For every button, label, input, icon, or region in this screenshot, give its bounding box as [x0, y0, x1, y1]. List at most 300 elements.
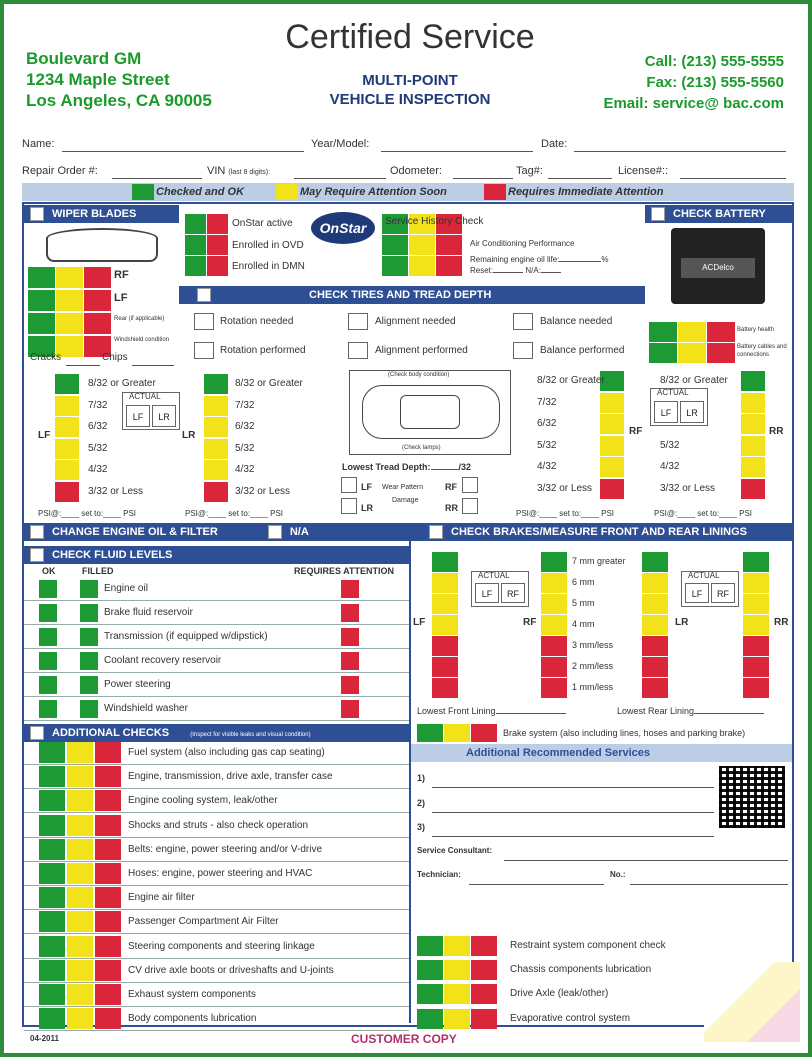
wiper-header — [24, 205, 179, 223]
tire-actual-lf-1[interactable]: LF — [654, 401, 678, 423]
fluid-ok-4 — [39, 676, 57, 694]
psi-lr-label: PSI@: — [185, 509, 209, 518]
fluid-filled-1 — [80, 604, 98, 622]
rec-y-2 — [444, 984, 470, 1004]
tires-title: CHECK TIRES AND TREAD DEPTH — [309, 289, 492, 301]
brake-lr-label: LR — [675, 617, 689, 628]
rec-field-1[interactable] — [432, 776, 714, 788]
brake-mm-5: 2 mm/less — [572, 661, 614, 671]
fluids-requires: REQUIRES ATTENTION — [294, 566, 395, 576]
tire-lr-cell-2 — [204, 417, 228, 437]
rotation-needed-checkbox[interactable] — [194, 313, 214, 330]
fluid-item-1: Brake fluid reservoir — [104, 607, 193, 618]
psi-lf: PSI@:____ set to:____ PSI — [38, 509, 137, 518]
rec-field-3[interactable] — [432, 825, 714, 837]
fluid-item-3: Coolant recovery reservoir — [104, 655, 222, 666]
front-rf-box[interactable]: RF — [501, 583, 525, 603]
tire-lr-depth-0: 8/32 or Greater — [235, 378, 303, 389]
tire-actual-box-1 — [650, 388, 708, 426]
no-label: No.: — [610, 870, 626, 879]
brake-mm-3: 4 mm — [572, 619, 595, 629]
tire-rf-depth-0: 8/32 or Greater — [537, 375, 605, 386]
fluids-ok: OK — [42, 566, 56, 576]
rec-r-2 — [471, 984, 497, 1004]
wiper-y-1 — [56, 290, 83, 311]
tire-rr-cell-5 — [741, 479, 765, 499]
oil-life-label — [470, 255, 609, 264]
rec-g-1 — [417, 960, 443, 980]
wear-rf-checkbox[interactable] — [462, 477, 478, 493]
onstar-ovd: Enrolled in OVD — [232, 240, 304, 251]
tag-label: Tag#: — [516, 165, 543, 177]
additional-item-5: Hoses: engine, power steering and HVAC — [128, 868, 313, 879]
qr-code-icon — [719, 766, 785, 828]
alignment-performed-checkbox[interactable] — [348, 342, 368, 359]
additional-item-10: Exhaust system components — [128, 989, 256, 1000]
tire-rr-cell-1 — [741, 393, 765, 413]
year-model-label: Year/Model: — [311, 138, 370, 150]
add-g-10 — [39, 984, 65, 1005]
add-r-6 — [95, 887, 121, 908]
onstar-g2 — [185, 235, 206, 255]
wiper-lf: LF — [114, 292, 128, 304]
brake-col-2-cell-0 — [642, 552, 668, 572]
front-lf-box[interactable]: LF — [475, 583, 499, 603]
additional-note: (Inspect for visible leaks and visual condition) — [190, 732, 311, 738]
oil-checkbox[interactable] — [30, 525, 44, 539]
add-g-1 — [39, 766, 65, 787]
tire-actual-box-0 — [122, 392, 180, 430]
add-y-6 — [67, 887, 93, 908]
psi-rr: PSI@:____ set to:____ PSI — [654, 509, 753, 518]
psi-rf-setto: set to: — [559, 509, 582, 518]
tire-lf-cell-5 — [55, 482, 79, 502]
center-divider — [409, 523, 411, 1023]
fluid-ok-5 — [39, 700, 57, 718]
wiper-title: WIPER BLADES — [52, 208, 137, 220]
bat-y1 — [678, 322, 706, 342]
brakes-header — [411, 523, 792, 541]
bat-g1 — [649, 322, 677, 342]
oil-header — [24, 523, 409, 541]
form-code: 04-2011 — [30, 1034, 59, 1043]
battery-checkbox[interactable] — [651, 207, 665, 221]
battery-brand: ACDelco — [681, 258, 755, 278]
tire-lr-cell-4 — [204, 460, 228, 480]
consultant-field[interactable] — [504, 849, 788, 861]
brake-mm-1: 6 mm — [572, 577, 595, 587]
brake-col-1-cell-3 — [541, 615, 567, 635]
date-label: Date: — [541, 138, 568, 150]
onstar-dmn: Enrolled in DMN — [232, 261, 305, 272]
brake-col-2-cell-5 — [642, 657, 668, 677]
wiper-g-2 — [28, 313, 55, 334]
oil-life-unit: % — [601, 255, 609, 264]
cracks-label: Cracks — [30, 352, 62, 363]
rec-g-2 — [417, 984, 443, 1004]
tire-rr-depth-3: 5/32 — [660, 439, 680, 451]
brake-col-3-cell-3 — [743, 615, 769, 635]
name-field[interactable] — [62, 140, 304, 152]
dealer-street: 1234 Maple Street — [26, 70, 170, 89]
legend-yellow — [276, 184, 298, 200]
tire-lr-depth-2: 6/32 — [235, 421, 255, 432]
wiper-y-0 — [56, 267, 83, 288]
rec-g-3 — [417, 1009, 443, 1029]
brake-col-2-cell-6 — [642, 678, 668, 698]
odometer-field[interactable] — [453, 167, 513, 179]
front-lining-text: Lowest Front Lining — [417, 706, 496, 716]
vin-note: (last 8 digits): — [228, 169, 271, 176]
additional-item-3: Shocks and struts - also check operation — [128, 819, 309, 831]
additional-item-0: Fuel system (also including gas cap seating) — [128, 747, 325, 758]
wear-lf-checkbox[interactable] — [341, 477, 357, 493]
lowest-tread-field[interactable] — [431, 469, 459, 470]
brake-mm-2: 5 mm — [572, 598, 595, 608]
tire-rr-cell-2 — [741, 414, 765, 434]
consultant-label: Service Consultant: — [417, 846, 493, 855]
technician-label: Technician: — [417, 870, 461, 879]
wear-rr-checkbox[interactable] — [462, 498, 478, 514]
add-y-0 — [67, 742, 93, 763]
chips-field[interactable] — [132, 354, 174, 366]
tire-lf-cell-2 — [55, 417, 79, 437]
car-diagram — [349, 370, 511, 455]
tire-actual-label-1: ACTUAL — [657, 388, 689, 397]
brake-col-0-cell-5 — [432, 657, 458, 677]
svc-g-2 — [382, 256, 408, 276]
fluid-requires-4 — [341, 676, 359, 694]
psi-rf-unit: PSI — [601, 509, 615, 518]
body-note: (Check body condition) — [388, 372, 450, 378]
license-field[interactable] — [680, 167, 786, 179]
wiper-r-0 — [84, 267, 111, 288]
add-r-4 — [95, 839, 121, 860]
date-field[interactable] — [574, 140, 786, 152]
balance-needed-checkbox[interactable] — [513, 313, 533, 330]
tire-rf-cell-2 — [600, 414, 624, 434]
wiper-g-0 — [28, 267, 55, 288]
fax: Fax: (213) 555-5560 — [646, 74, 784, 91]
year-model-field[interactable] — [381, 140, 533, 152]
rec-r-1 — [471, 960, 497, 980]
brake-sys-y — [444, 724, 470, 742]
alignment-needed-checkbox[interactable] — [348, 313, 368, 330]
add-y-11 — [67, 1008, 93, 1029]
add-r-1 — [95, 766, 121, 787]
front-lining — [417, 706, 566, 716]
bat-g2 — [649, 343, 677, 363]
fluid-filled-4 — [80, 676, 98, 694]
add-g-3 — [39, 815, 65, 836]
brakes-title: CHECK BRAKES/MEASURE FRONT AND REAR LININGS — [451, 526, 747, 538]
brake-col-3-cell-5 — [743, 657, 769, 677]
add-g-8 — [39, 936, 65, 957]
wear-lr-checkbox[interactable] — [341, 498, 357, 514]
tire-actual-lf-0[interactable]: LF — [126, 405, 150, 427]
wiper-r-1 — [84, 290, 111, 311]
rec-field-2[interactable] — [432, 801, 714, 813]
brake-col-1-cell-2 — [541, 594, 567, 614]
svc-r-1 — [436, 235, 462, 255]
tire-rf-label: RF — [629, 426, 643, 437]
wear-pattern: Wear Pattern — [382, 484, 424, 491]
wear-rf: RF — [445, 482, 457, 492]
rear-lining-field[interactable] — [694, 713, 764, 714]
tire-lr-cell-5 — [204, 482, 228, 502]
rear-lining — [617, 706, 764, 716]
phone: Call: (213) 555-5555 — [644, 53, 784, 70]
tire-rf-depth-4: 4/32 — [537, 461, 557, 472]
balance-performed: Balance performed — [540, 345, 625, 356]
fluid-item-0: Engine oil — [104, 583, 148, 594]
tire-rr-depth-0: 8/32 or Greater — [660, 375, 728, 386]
reset-text: Reset: — [470, 266, 494, 275]
customer-copy: CUSTOMER COPY — [351, 1032, 457, 1046]
brake-col-1-cell-6 — [541, 678, 567, 698]
tire-rr-label: RR — [769, 426, 784, 437]
fluid-ok-1 — [39, 604, 57, 622]
tire-lf-depth-4: 4/32 — [88, 464, 108, 475]
additional-item-11: Body components lubrication — [128, 1013, 257, 1025]
subtitle-line2: VEHICLE INSPECTION — [329, 91, 491, 108]
tire-lr-depth-5: 3/32 or Less — [235, 485, 291, 497]
legend-immediate: Requires Immediate Attention — [508, 186, 664, 198]
na-text: N/A: — [525, 266, 541, 275]
brake-col-0-cell-1 — [432, 573, 458, 593]
rear-lf-box[interactable]: LF — [685, 583, 709, 603]
tire-lf-cell-4 — [55, 460, 79, 480]
fluid-requires-2 — [341, 628, 359, 646]
wiper-checkbox[interactable] — [30, 207, 44, 221]
fluid-item-5: Windshield washer — [104, 703, 188, 714]
brake-col-0-cell-0 — [432, 552, 458, 572]
repair-order-field[interactable] — [112, 167, 202, 179]
fluids-header — [24, 546, 409, 564]
additional-item-2: Engine cooling system, leak/other — [128, 795, 278, 807]
psi-rf: PSI@:____ set to:____ PSI — [516, 509, 615, 518]
alignment-needed: Alignment needed — [375, 316, 456, 327]
rec-item-3: Evaporative control system — [510, 1012, 631, 1024]
battery-title: CHECK BATTERY — [673, 208, 766, 220]
brake-col-0-cell-3 — [432, 615, 458, 635]
tire-lr-cell-1 — [204, 396, 228, 416]
fluids-title: CHECK FLUID LEVELS — [52, 549, 173, 561]
rec-r-0 — [471, 936, 497, 956]
balance-performed-checkbox[interactable] — [513, 342, 533, 359]
front-actual-box — [471, 571, 529, 607]
fluid-requires-5 — [341, 700, 359, 718]
fluid-filled-5 — [80, 700, 98, 718]
wear-damage: Damage — [392, 497, 419, 504]
additional-item-1: Engine, transmission, drive axle, transfer case — [128, 771, 333, 783]
bat-r1 — [707, 322, 735, 342]
lowest-tread — [342, 462, 471, 472]
no-field[interactable] — [630, 873, 788, 885]
tag-field[interactable] — [548, 167, 612, 179]
onstar-r1 — [207, 214, 228, 234]
add-r-5 — [95, 863, 121, 884]
wiper-y-2 — [56, 313, 83, 334]
bat-r2 — [707, 343, 735, 363]
wiper-g-1 — [28, 290, 55, 311]
alignment-performed: Alignment performed — [375, 345, 468, 356]
repair-order-label: Repair Order #: — [22, 165, 98, 177]
add-r-9 — [95, 960, 121, 981]
psi-rr-label: PSI@: — [654, 509, 678, 518]
tire-lf-depth-0: 8/32 or Greater — [88, 378, 156, 389]
additional-item-4: Belts: engine, power steering and/or V-drive — [128, 843, 322, 855]
tire-actual-lr-0[interactable]: LR — [152, 405, 176, 427]
brake-lf-label: LF — [413, 617, 426, 628]
add-r-7 — [95, 911, 121, 932]
legend-soon: May Require Attention Soon — [300, 186, 447, 198]
brake-col-3-cell-4 — [743, 636, 769, 656]
rec-item-0: Restraint system component check — [510, 940, 666, 951]
tire-rr-depth-5: 3/32 or Less — [660, 482, 716, 494]
add-y-8 — [67, 936, 93, 957]
tires-checkbox[interactable] — [197, 288, 211, 302]
tire-rf-cell-5 — [600, 479, 624, 499]
tire-lf-label: LF — [38, 430, 51, 441]
brake-col-3-cell-1 — [743, 573, 769, 593]
tire-lf-depth-1: 7/32 — [88, 399, 108, 411]
oil-na-checkbox[interactable] — [268, 525, 282, 539]
brake-sys-g — [417, 724, 443, 742]
lowest-tread-text: Lowest Tread Depth: — [342, 462, 431, 472]
tire-lf-cell-0 — [55, 374, 79, 394]
na-field[interactable] — [541, 272, 561, 273]
cracks-field[interactable] — [66, 354, 100, 366]
fluid-requires-1 — [341, 604, 359, 622]
reset-field[interactable] — [493, 272, 523, 273]
add-r-8 — [95, 936, 121, 957]
onstar-r3 — [207, 256, 228, 276]
psi-lr: PSI@:____ set to:____ PSI — [185, 509, 284, 518]
rec-y-1 — [444, 960, 470, 980]
tire-rr-depth-4: 4/32 — [660, 461, 680, 472]
additional-item-7: Passenger Compartment Air Filter — [128, 916, 279, 928]
chips-label: Chips — [102, 352, 128, 363]
brake-col-3-cell-2 — [743, 594, 769, 614]
vin-field[interactable] — [294, 167, 386, 179]
rec-line-3: 3) — [417, 822, 426, 832]
add-r-11 — [95, 1008, 121, 1029]
oil-life-field[interactable] — [559, 261, 601, 262]
svc-y-2 — [409, 256, 435, 276]
rear-lining-text: Lowest Rear Lining — [617, 706, 695, 716]
brake-mm-6: 1 mm/less — [572, 682, 614, 692]
add-y-3 — [67, 815, 93, 836]
wiper-rear: Rear (if applicable) — [114, 316, 165, 322]
additional-header — [24, 724, 409, 742]
fluid-filled-3 — [80, 652, 98, 670]
brakes-checkbox[interactable] — [429, 525, 443, 539]
rec-g-0 — [417, 936, 443, 956]
brake-col-2-cell-4 — [642, 636, 668, 656]
rear-rf-box[interactable]: RF — [711, 583, 735, 603]
fluids-checkbox[interactable] — [30, 548, 44, 562]
brake-col-0-cell-2 — [432, 594, 458, 614]
rec-y-0 — [444, 936, 470, 956]
brake-col-1-cell-0 — [541, 552, 567, 572]
onstar-active: OnStar active — [232, 218, 293, 229]
brake-rf-label: RF — [523, 617, 537, 628]
svc-y-1 — [409, 235, 435, 255]
tire-lf-cell-3 — [55, 439, 79, 459]
front-lining-field[interactable] — [496, 713, 566, 714]
tire-rf-cell-4 — [600, 457, 624, 477]
tire-actual-lr-1[interactable]: LR — [680, 401, 704, 423]
tire-lf-depth-5: 3/32 or Less — [88, 485, 144, 497]
oil-life-text: Remaining engine oil life: — [470, 255, 560, 264]
rec-line-1: 1) — [417, 773, 426, 783]
vin-label — [207, 165, 270, 177]
lamps-note: (Check lamps) — [402, 445, 441, 451]
psi-rr-unit: PSI — [739, 509, 753, 518]
dealer-city: Los Angeles, CA 90005 — [26, 91, 212, 110]
service-history: Service History Check — [385, 216, 484, 227]
tire-lr-depth-1: 7/32 — [235, 399, 255, 411]
tire-rr-cell-0 — [741, 371, 765, 391]
additional-title: ADDITIONAL CHECKS — [52, 727, 170, 739]
brake-col-2-cell-2 — [642, 594, 668, 614]
add-y-9 — [67, 960, 93, 981]
bat-y2 — [678, 343, 706, 363]
wiper-rf: RF — [114, 269, 129, 281]
rotation-performed-checkbox[interactable] — [194, 342, 214, 359]
add-g-11 — [39, 1008, 65, 1029]
brake-col-2-cell-3 — [642, 615, 668, 635]
brake-col-3-cell-6 — [743, 678, 769, 698]
rec-item-1: Chassis components lubrication — [510, 964, 652, 976]
wear-rr: RR — [445, 503, 458, 513]
additional-item-8: Steering components and steering linkage — [128, 940, 315, 952]
legend-green — [132, 184, 154, 200]
fluid-item-2: Transmission (if equipped w/dipstick) — [104, 631, 268, 642]
odometer-label: Odometer: — [390, 165, 442, 177]
onstar-g1 — [185, 214, 206, 234]
oil-na: N/A — [289, 526, 309, 538]
brake-col-3-cell-0 — [743, 552, 769, 572]
fluids-filled: FILLED — [82, 566, 114, 576]
email: Email: service@ bac.com — [603, 95, 784, 112]
add-r-2 — [95, 790, 121, 811]
svc-g-1 — [382, 235, 408, 255]
wiper-windshield: Windshield condition — [114, 337, 170, 343]
balance-needed: Balance needed — [540, 316, 613, 327]
technician-field[interactable] — [469, 873, 604, 885]
onstar-logo: OnStar — [311, 212, 375, 244]
psi-rf-label: PSI@: — [516, 509, 540, 518]
fluid-filled-2 — [80, 628, 98, 646]
tire-lr-cell-3 — [204, 439, 228, 459]
oil-title: CHANGE ENGINE OIL & FILTER — [52, 526, 218, 538]
recommended-title: Additional Recommended Services — [466, 747, 650, 759]
windshield-icon — [46, 228, 158, 262]
psi-lf-unit: PSI — [123, 509, 137, 518]
wear-lf: LF — [361, 482, 372, 492]
additional-item-9: CV drive axle boots or driveshafts and U-joints — [128, 964, 334, 976]
legend-red — [484, 184, 506, 200]
tire-rf-depth-1: 7/32 — [537, 396, 557, 408]
psi-lr-setto: set to: — [228, 509, 251, 518]
add-g-5 — [39, 863, 65, 884]
additional-checkbox[interactable] — [30, 726, 44, 740]
rear-actual-label: ACTUAL — [688, 571, 720, 580]
tire-actual-label-0: ACTUAL — [129, 392, 161, 401]
tire-rr-cell-4 — [741, 457, 765, 477]
